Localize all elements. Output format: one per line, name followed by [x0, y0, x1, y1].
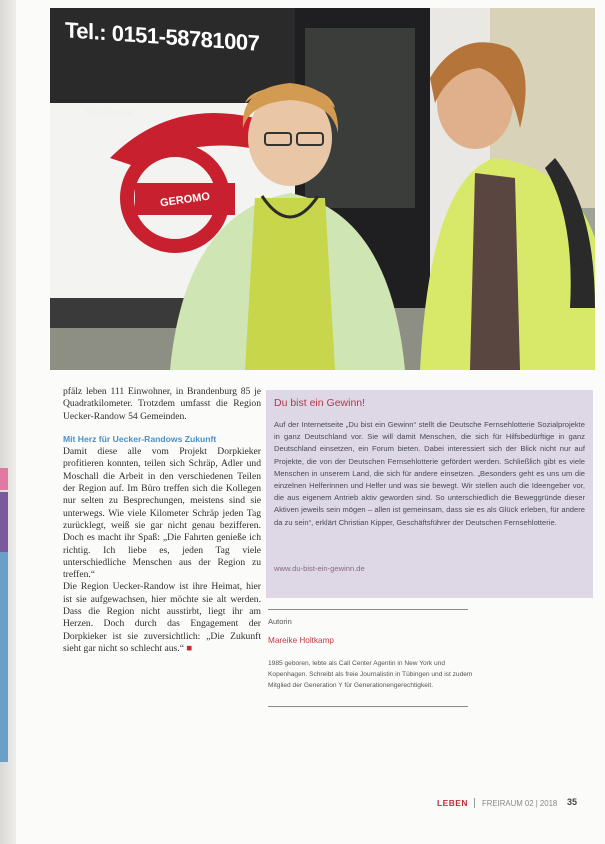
info-box-text: Auf der Internetseite „Du bist ein Gewinn“ stellt die Deutsche Fernsehlotterie Sozialprojekte in ganz Deutschland vor. Sie will damit Menschen, die sich für Hilfsbedürftige in ganz Deutschland einsetzen, ein Forum bieten. Dabei interessiert sich der Blick nicht nur auf Projekte, die von der Deutschen Fernsehlotterie gefördert werden. Schließlich gibt es viele Menschen in unserem Land, die sich für andere einsetzen. „Besonders geht es uns um die einzelnen Helferinnen und Helfer und was sie bewegt. Wir stellen auch die Ideengeber vor, die aus eigenem Antrieb aktiv geworden sind. So unterschiedlich die Beweggründe dieser Aktiven jeweils sein mögen – allen ist gemeinsam, dass sie es als Glück erleben, für andere da zu sein“, erklärt Christian Kipper, Geschäftsführer der Deutschen Fernsehlotterie. — [274, 420, 585, 527]
author-bio: 1985 geboren, lebte als Call Center Agentin in New York und Kopenhagen. Schreibt als freie Journalistin in Tübingen und ist zudem Mitglied der Generation Y für Generationengerechtigkeit. — [268, 660, 473, 689]
page-gutter — [0, 0, 16, 844]
article-paragraph: Damit diese alle vom Projekt Dorpkieker profitieren konnten, teilen sich Schräp, Adler und Moschall die Arbeit in den verschiedenen Teilen der Region auf. Im Büro treffen sich die Kollegen nur selten zu Besprechungen, meistens sind sie unterwegs. Wie viele Kilometer Schräp jeden Tag zurücklegt, weiß sie gar nicht genau bezifferen. Doch es macht ihr Spaß: „Die Fahrten genieße ich richtig. Ich liebe es, jeden Tag viele unterschiedliche Menschen aus der Region zu treffen.“ — [63, 446, 261, 581]
info-box-title: Du bist ein Gewinn! — [274, 397, 366, 409]
van-caption: Modellprojekt — [86, 108, 134, 117]
photo-illustration — [50, 8, 595, 370]
gutter-tab — [0, 492, 8, 552]
info-box-link[interactable]: www.du-bist-ein-gewinn.de — [274, 564, 365, 573]
article-paragraph: pfälz leben 111 Einwohner, in Brandenburg 85 je Quadratkilometer. Trotzdem umfasst die Region Uecker-Randow 54 Gemeinden. — [63, 386, 261, 422]
divider — [268, 706, 468, 707]
article-paragraph — [63, 581, 261, 655]
footer-issue: FREIRAUM 02 | 2018 — [482, 799, 558, 808]
footer-separator — [474, 798, 475, 808]
divider — [268, 609, 468, 610]
author-name: Mareike Holtkamp — [268, 636, 334, 645]
gutter-tab — [0, 468, 8, 490]
article-photo — [50, 8, 595, 370]
article-paragraph-text: Die Region Uecker-Randow ist ihre Heimat, hier ist sie aufgewachsen, hier möchte sie alt werden. Dass die Region nicht ausstirbt, liegt ihr am Herzen. Doch durch das Engagement der Dorpkieker ist sie zuversichtlich: „Die Zukunft sieht gar nicht so schlecht aus.“ — [63, 581, 261, 654]
van-logo-text: GEROMO — [159, 190, 211, 210]
van-phone-number: Tel.: 0151-58781007 — [65, 17, 260, 56]
gutter-tab — [0, 552, 8, 762]
page-number: 35 — [567, 797, 578, 807]
article-column — [63, 386, 261, 655]
info-box — [266, 390, 593, 598]
author-label: Autorin — [268, 617, 292, 626]
article-subhead: Mit Herz für Uecker-Randows Zukunft — [63, 433, 217, 444]
footer-section-name: LEBEN — [437, 798, 468, 808]
end-mark: ■ — [186, 642, 193, 654]
